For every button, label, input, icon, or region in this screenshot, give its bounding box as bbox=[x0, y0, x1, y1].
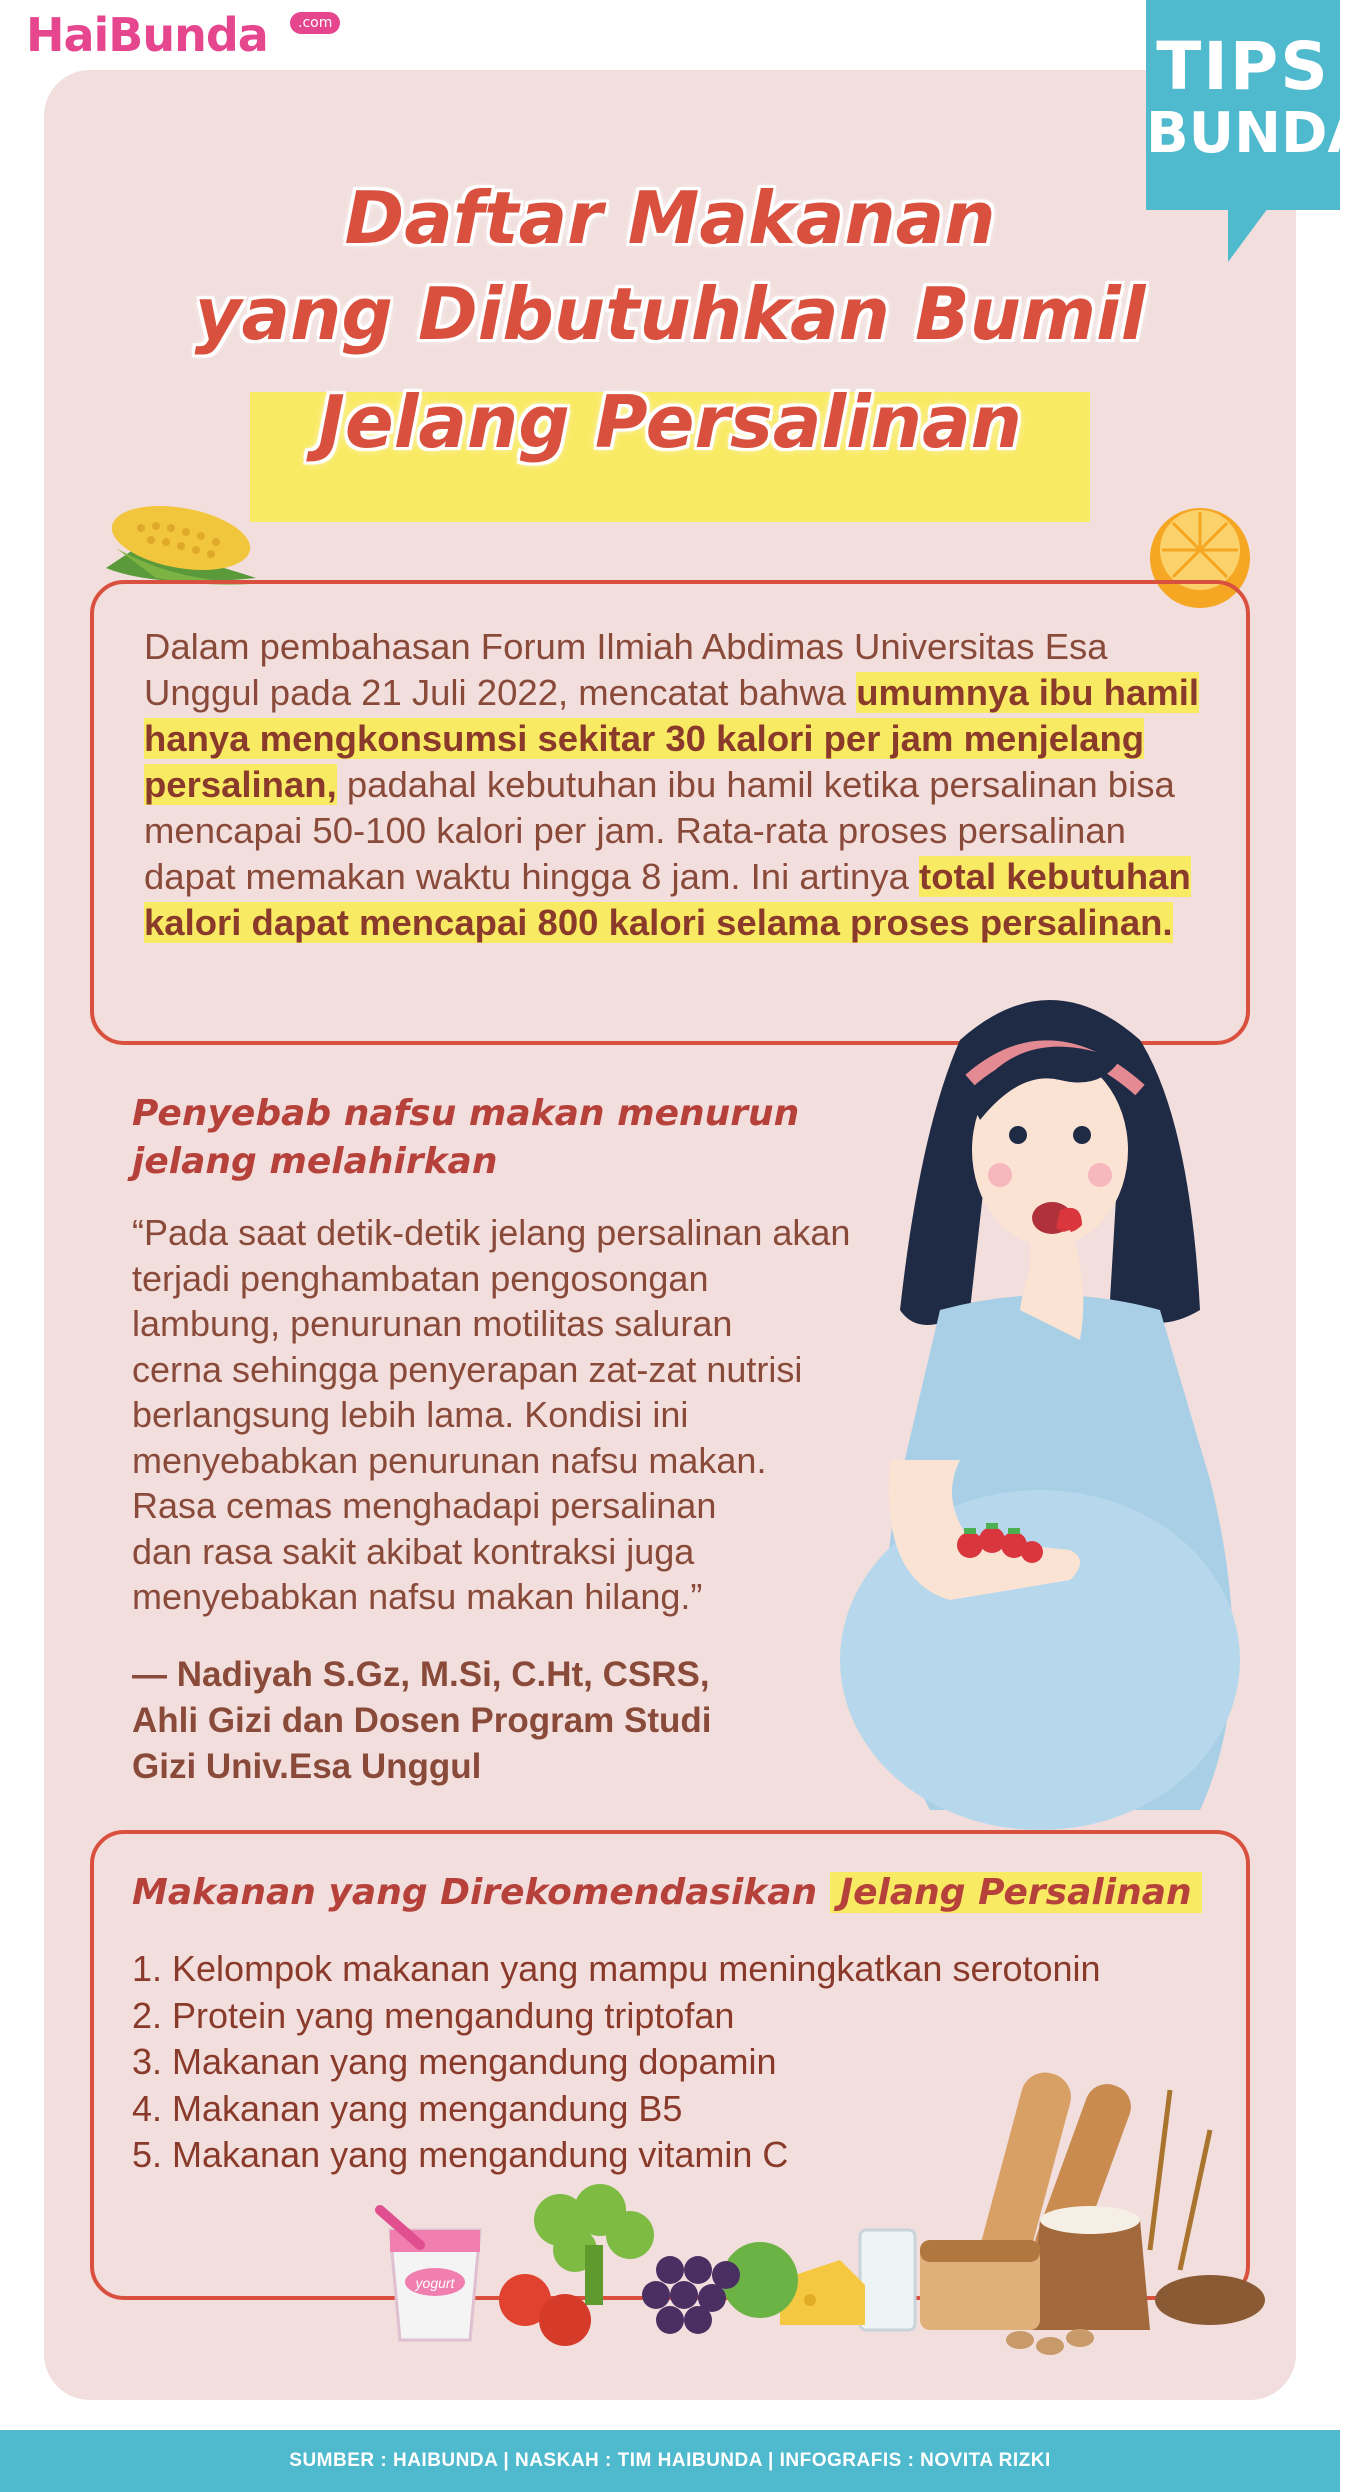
list-item: 5. Makanan yang mengandung vitamin C bbox=[132, 2134, 789, 2175]
section2-heading-line2: jelang melahirkan bbox=[132, 1141, 498, 1182]
list-item: 3. Makanan yang mengandung dopamin bbox=[132, 2041, 777, 2082]
title-line3: Jelang Persalinan bbox=[318, 380, 1022, 464]
intro-text bbox=[144, 624, 1204, 946]
quote-line: menyebabkan nafsu makan hilang.” bbox=[132, 1576, 703, 1617]
badge-line2: BUNDA bbox=[1146, 101, 1371, 166]
recommendation-heading-highlight: Jelang Persalinan bbox=[830, 1872, 1202, 1913]
author-line: Gizi Univ.Esa Unggul bbox=[132, 1747, 482, 1786]
food-illustration-row bbox=[360, 2070, 1280, 2360]
recommendation-heading bbox=[132, 1872, 1202, 1913]
list-item: 2. Protein yang mengandung triptofan bbox=[132, 1994, 735, 2036]
quote-line: Rasa cemas menghadapi persalinan bbox=[132, 1485, 717, 1526]
section2-heading bbox=[132, 1090, 852, 1186]
logo-com-badge: .com bbox=[290, 12, 340, 34]
yogurt-label: yogurt bbox=[415, 2275, 455, 2291]
quote-line: dan rasa sakit akibat kontraksi juga bbox=[132, 1530, 695, 1572]
quote-line: lambung, penurunan motilitas saluran bbox=[132, 1303, 733, 1344]
author-line: Ahli Gizi dan Dosen Program Studi bbox=[132, 1701, 712, 1740]
title-line2: yang Dibutuhkan Bumil bbox=[194, 272, 1146, 356]
haibunda-logo: HaiBunda bbox=[26, 8, 268, 62]
quote-line: “Pada saat detik-detik jelang persalinan akan bbox=[132, 1212, 851, 1253]
quote-line: menyebabkan penurunan nafsu makan. bbox=[132, 1439, 767, 1481]
quote-line: berlangsung lebih lama. Kondisi ini bbox=[132, 1394, 689, 1435]
section2-heading-line1: Penyebab nafsu makan menurun bbox=[132, 1093, 800, 1134]
expert-quote bbox=[132, 1210, 932, 1620]
title-line1: Daftar Makanan bbox=[344, 176, 996, 260]
list-item: 4. Makanan yang mengandung B5 bbox=[132, 2087, 683, 2129]
quote-line: terjadi penghambatan pengosongan bbox=[132, 1257, 709, 1299]
intro-part1: Dalam pembahasan Forum Ilmiah Abdimas Universitas Esa Unggul pada 21 Juli 2022, mencatat bahwa bbox=[144, 626, 1108, 713]
intro-part2: padahal kebutuhan ibu hamil ketika persalinan bisa mencapai 50-100 kalori per jam. Rata-rata proses persalinan dapat memakan waktu hingga 8 jam. Ini artinya bbox=[144, 764, 1175, 897]
quote-author bbox=[132, 1652, 852, 1790]
intro-highlight1: umumnya ibu hamil hanya mengkonsumsi sekitar 30 kalori per jam menjelang persalinan, bbox=[144, 672, 1199, 805]
page-title bbox=[44, 170, 1296, 470]
list-item: 1. Kelompok makanan yang mampu meningkatkan serotonin bbox=[132, 1948, 1101, 1989]
quote-line: cerna sehingga penyerapan zat-zat nutrisi bbox=[132, 1348, 803, 1390]
recommendation-heading-part1: Makanan yang Direkomendasikan bbox=[132, 1872, 818, 1913]
footer-credits: SUMBER : HAIBUNDA | NASKAH : TIM HAIBUNDA | INFOGRAFIS : NOVITA RIZKI bbox=[0, 2430, 1340, 2492]
badge-line1: TIPS bbox=[1156, 28, 1330, 105]
author-line: — Nadiyah S.Gz, M.Si, C.Ht, CSRS, bbox=[132, 1655, 710, 1694]
intro-highlight2: total kebutuhan kalori dapat mencapai 800 kalori selama proses persalinan. bbox=[144, 856, 1191, 943]
